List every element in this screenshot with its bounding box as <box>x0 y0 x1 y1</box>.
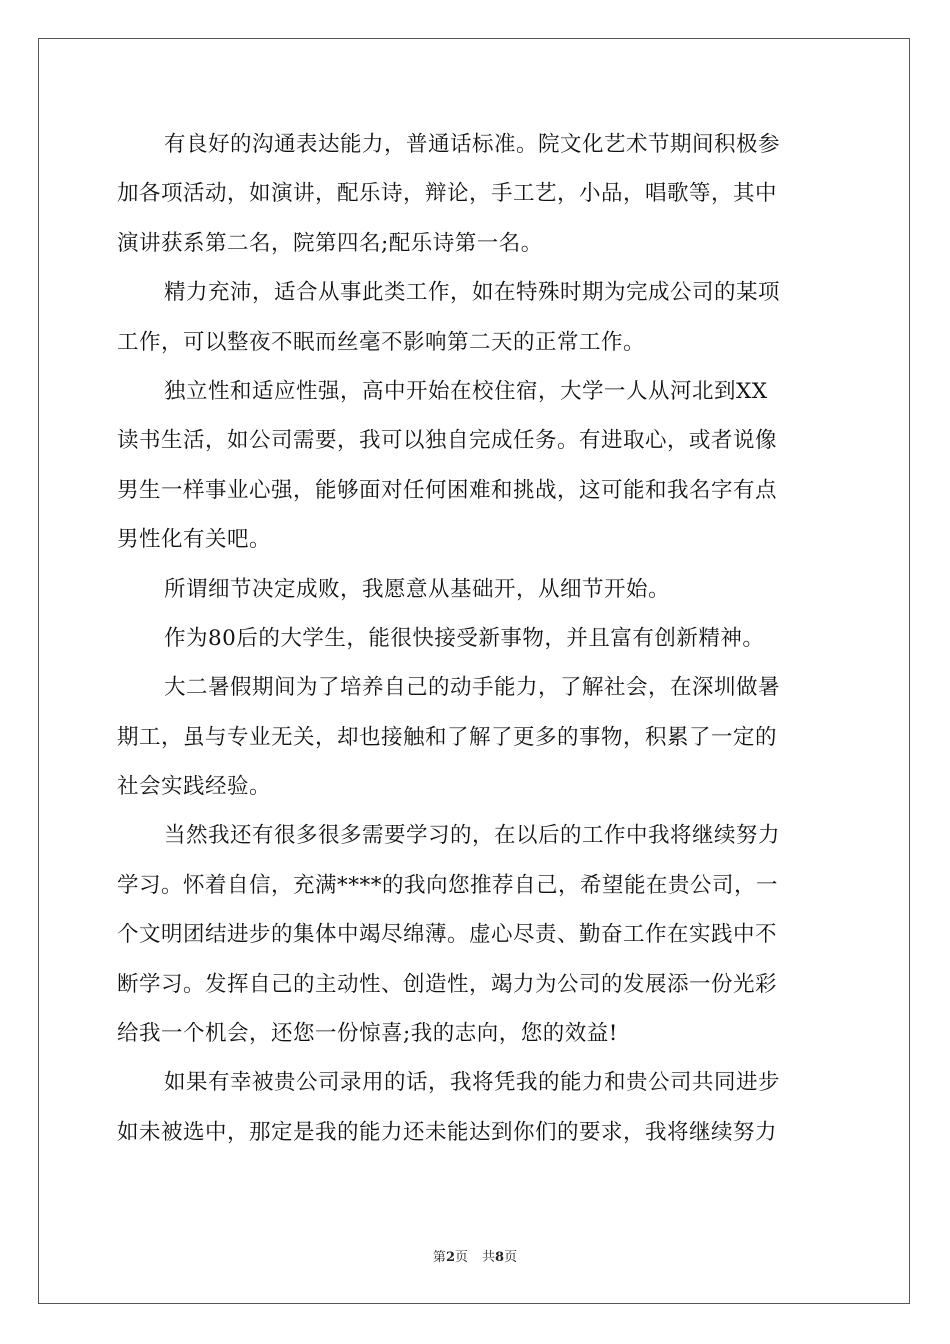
paragraph <box>117 120 833 268</box>
total-label-prefix: 共 <box>482 1250 496 1265</box>
text-line: 个文明团结进步的集体中竭尽绵薄。虚心尽责、勤奋工作在实践中不 <box>117 922 778 948</box>
text-line: 给我一个机会，还您一份惊喜;我的志向，您的效益! <box>117 1021 618 1047</box>
text-line: 独立性和适应性强，高中开始在校住宿，大学一人从河北到XX <box>164 378 768 404</box>
text-line: 断学习。发挥自己的主动性、创造性，竭力为公司的发展添一份光彩 <box>117 971 778 997</box>
text-line: 所谓细节决定成败，我愿意从基础开，从细节开始。 <box>164 576 671 602</box>
text-line: 加各项活动，如演讲，配乐诗，辩论，手工艺，小品，唱歌等，其中 <box>117 181 778 207</box>
text-line: 学习。怀着自信，充满****的我向您推荐自己，希望能在贵公司，一 <box>117 872 779 898</box>
text-line: 男性化有关吧。 <box>117 527 272 553</box>
text-line: 读书生活，如公司需要，我可以独自完成任务。有进取心，或者说像 <box>117 428 778 454</box>
page-label-prefix: 第 <box>432 1250 446 1265</box>
text-line: 男生一样事业心强，能够面对任何困难和挑战，这可能和我名字有点 <box>117 477 778 503</box>
page-label-suffix: 页 <box>454 1250 468 1265</box>
paragraph <box>117 565 833 614</box>
paragraph <box>117 1058 833 1157</box>
text-line: 大二暑假期间为了培养自己的动手能力，了解社会，在深圳做暑 <box>164 675 781 701</box>
paragraph <box>117 614 833 663</box>
text-line: 期工，虽与专业无关，却也接触和了解了更多的事物，积累了一定的 <box>117 724 778 750</box>
text-line: 工作，可以整夜不眠而丝毫不影响第二天的正常工作。 <box>117 329 646 355</box>
text-line: 有良好的沟通表达能力，普通话标准。院文化艺术节期间积极参 <box>164 132 781 157</box>
total-label-suffix: 页 <box>504 1250 518 1265</box>
text-line: 社会实践经验。 <box>117 774 272 800</box>
text-line: 精力充沛，适合从事此类工作，如在特殊时期为完成公司的某项 <box>164 280 781 306</box>
page-footer <box>0 1246 950 1265</box>
text-line: 当然我还有很多很多需要学习的，在以后的工作中我将继续努力 <box>164 823 781 849</box>
paragraph <box>117 367 833 565</box>
paragraph <box>117 663 833 811</box>
text-line: 如果有幸被贵公司录用的话，我将凭我的能力和贵公司共同进步 <box>164 1070 781 1096</box>
text-line: 如未被选中，那定是我的能力还未能达到你们的要求，我将继续努力 <box>117 1119 778 1145</box>
paragraph <box>117 811 833 1058</box>
total-page-number: 8 <box>495 1250 505 1265</box>
document-body <box>117 120 833 1157</box>
paragraph <box>117 268 833 367</box>
text-line: 演讲获系第二名，院第四名;配乐诗第一名。 <box>117 230 543 256</box>
text-line: 作为80后的大学生，能很快接受新事物，并且富有创新精神。 <box>164 625 765 651</box>
current-page-number: 2 <box>445 1250 455 1265</box>
